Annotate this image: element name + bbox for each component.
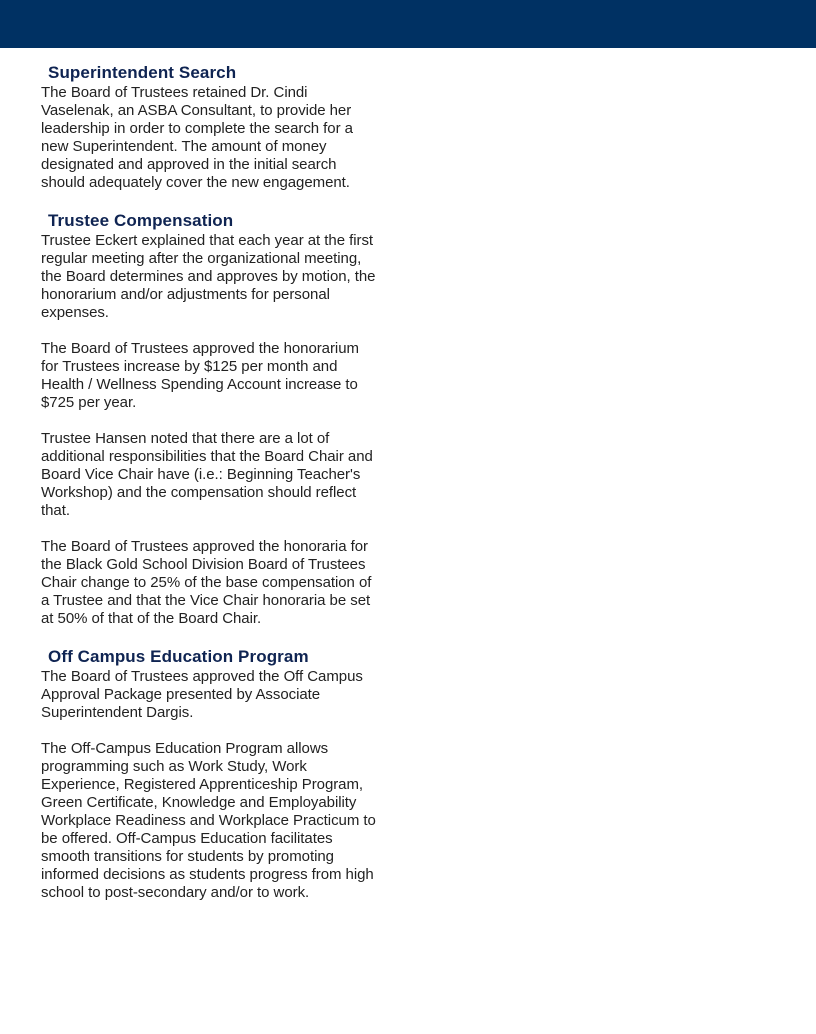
text-line: the Board determines and approves by motion, the bbox=[41, 268, 376, 285]
text-line: Vaselenak, an ASBA Consultant, to provide her bbox=[41, 102, 352, 119]
text-line: that. bbox=[41, 502, 70, 519]
text-line: The Board of Trustees approved the honorarium bbox=[41, 340, 359, 357]
paragraph bbox=[41, 538, 416, 628]
section-off-campus-education bbox=[41, 646, 416, 902]
text-line: Board Vice Chair have (i.e.: Beginning Teacher's bbox=[41, 466, 361, 483]
text-line: Trustee Hansen noted that there are a lot of bbox=[41, 430, 330, 447]
newsletter-content bbox=[41, 62, 416, 902]
text-line: The Off-Campus Education Program allows bbox=[41, 740, 329, 757]
paragraph bbox=[41, 430, 416, 520]
text-line: programming such as Work Study, Work bbox=[41, 758, 307, 775]
text-line: additional responsibilities that the Board Chair and bbox=[41, 448, 373, 465]
text-line: leadership in order to complete the search for a bbox=[41, 120, 353, 137]
paragraph bbox=[41, 668, 416, 722]
text-line: smooth transitions for students by promoting bbox=[41, 848, 334, 865]
header-bar bbox=[0, 0, 816, 48]
section-heading: Off Campus Education Program bbox=[48, 647, 309, 666]
text-line: for Trustees increase by $125 per month and bbox=[41, 358, 338, 375]
paragraph bbox=[41, 740, 416, 902]
text-line: Approval Package presented by Associate bbox=[41, 686, 321, 703]
text-line: at 50% of that of the Board Chair. bbox=[41, 610, 262, 627]
section-heading: Trustee Compensation bbox=[48, 211, 234, 230]
section-heading: Superintendent Search bbox=[48, 63, 237, 82]
text-line: Chair change to 25% of the base compensation of bbox=[41, 574, 372, 591]
text-line: The Board of Trustees approved the honoraria for bbox=[41, 538, 368, 555]
text-line: school to post-secondary and/or to work. bbox=[41, 884, 310, 901]
text-line: The Board of Trustees approved the Off Campus bbox=[41, 668, 363, 685]
text-line: honorarium and/or adjustments for personal bbox=[41, 286, 330, 303]
text-line: Workshop) and the compensation should reflect bbox=[41, 484, 357, 501]
text-line: Superintendent Dargis. bbox=[41, 704, 194, 721]
text-line: expenses. bbox=[41, 304, 109, 321]
paragraph bbox=[41, 232, 416, 322]
text-line: Health / Wellness Spending Account increase to bbox=[41, 376, 358, 393]
section-superintendent-search bbox=[41, 62, 416, 192]
text-line: should adequately cover the new engagement. bbox=[41, 174, 350, 191]
text-line: $725 per year. bbox=[41, 394, 137, 411]
paragraph bbox=[41, 84, 416, 192]
text-line: designated and approved in the initial search bbox=[41, 156, 337, 173]
text-line: Workplace Readiness and Workplace Practicum to bbox=[41, 812, 376, 829]
text-line: regular meeting after the organizational meeting, bbox=[41, 250, 362, 267]
text-line: Green Certificate, Knowledge and Employability bbox=[41, 794, 357, 811]
text-line: informed decisions as students progress from high bbox=[41, 866, 374, 883]
section-trustee-compensation bbox=[41, 210, 416, 628]
text-line: the Black Gold School Division Board of Trustees bbox=[41, 556, 366, 573]
text-line: new Superintendent. The amount of money bbox=[41, 138, 327, 155]
text-line: be offered. Off-Campus Education facilitates bbox=[41, 830, 333, 847]
text-line: a Trustee and that the Vice Chair honoraria be set bbox=[41, 592, 371, 609]
text-line: Experience, Registered Apprenticeship Program, bbox=[41, 776, 364, 793]
text-line: The Board of Trustees retained Dr. Cindi bbox=[41, 84, 308, 101]
text-line: Trustee Eckert explained that each year at the first bbox=[41, 232, 374, 249]
paragraph bbox=[41, 340, 416, 412]
